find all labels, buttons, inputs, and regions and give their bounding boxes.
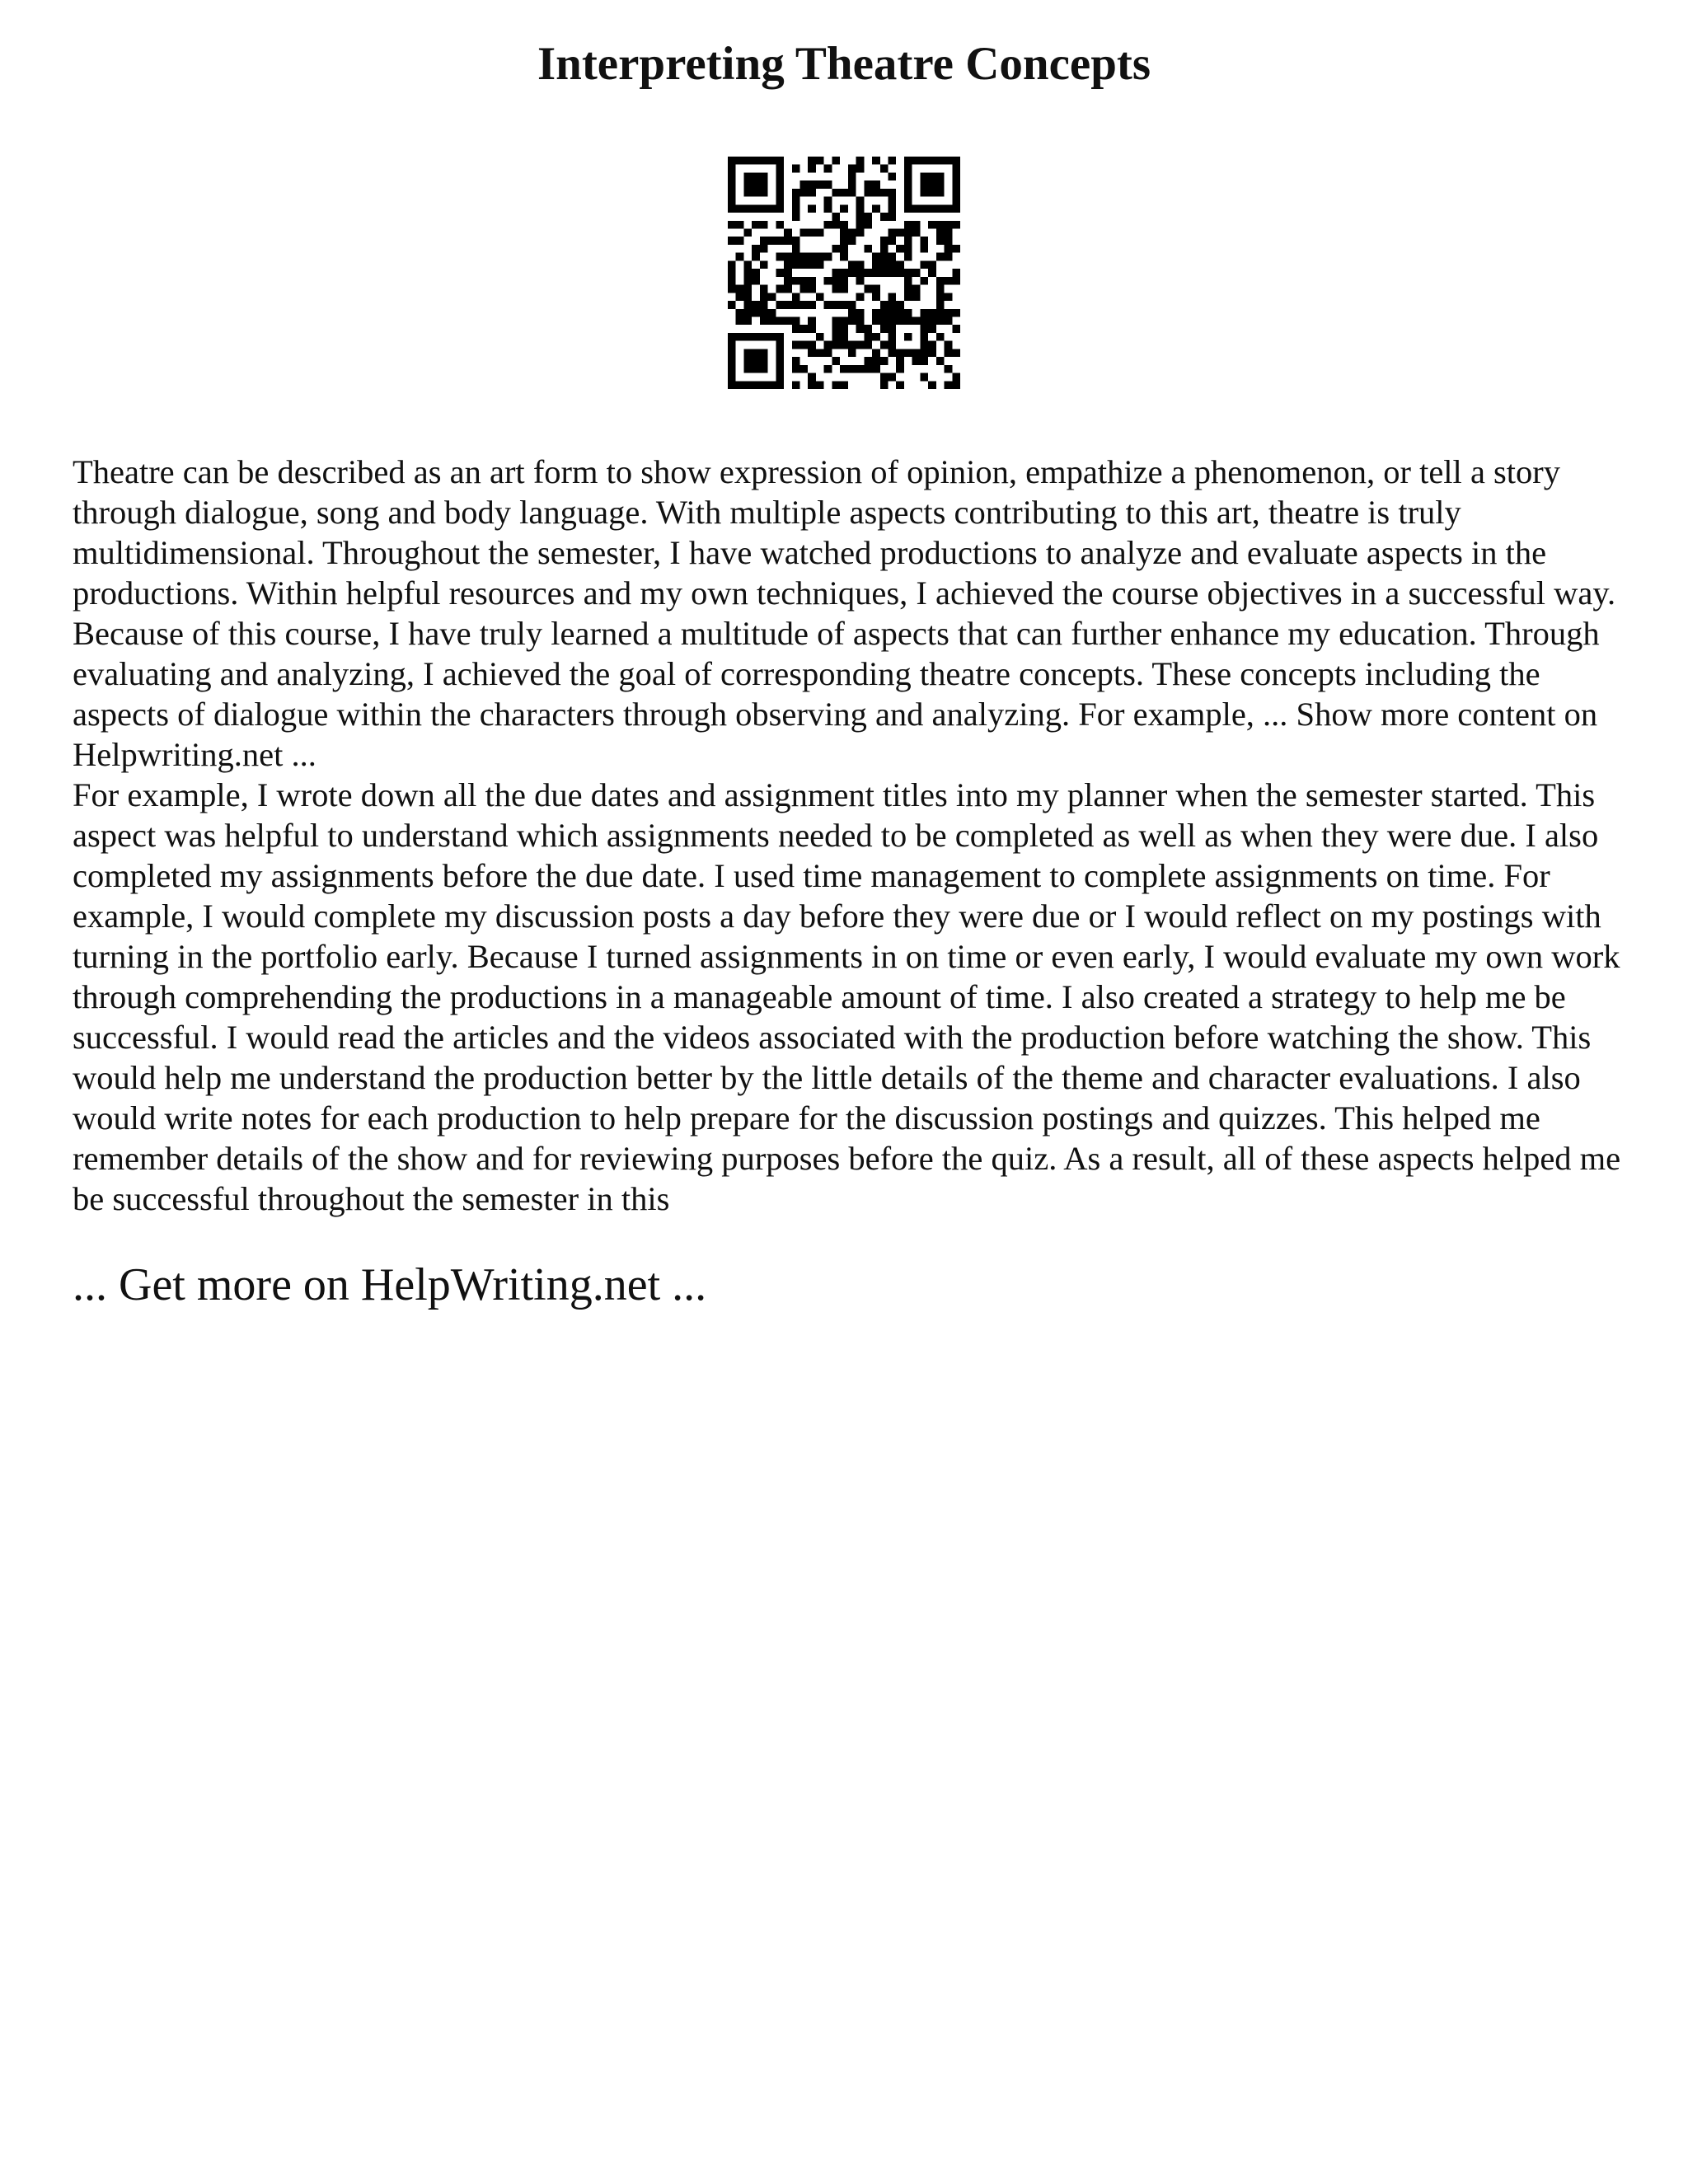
paragraph-intro: Theatre can be described as an art form to show expression of opinion, empathize a phenomenon, or tell a story through dialogue, song and body language. With multiple aspects contributing to this art, theatre is truly multidimensional. Throughout the semester, I have watched productions to analyze and evaluate aspects in the productions. Within helpful resources and my own techniques, I achieved the course objectives in a successful way. Because of this course, I have truly learned a multitude of aspects that can further enhance my education. Through evaluating and analyzing, I achieved the goal of corresponding theatre concepts. These concepts including the aspects of dialogue within the characters through observing and analyzing. For example, ... Show more content on Helpwriting.net ... <box>73 453 1616 773</box>
qr-code-icon[interactable] <box>728 157 960 389</box>
qr-code-graphic <box>728 157 960 389</box>
page-title: Interpreting Theatre Concepts <box>537 38 1151 90</box>
paragraph-main: For example, I wrote down all the due dates and assignment titles into my planner when the semester started. This aspect was helpful to understand which assignments needed to be completed as well as when they were due. I also completed my assignments before the due date. I used time management to complete assignments on time. For example, I would complete my discussion posts a day before they were due or I would reflect on my postings with turning in the portfolio early. Because I turned assignments in on time or even early, I would evaluate my own work through comprehending the productions in a manageable amount of time. I also created a strategy to help me be successful. I would read the articles and the videos associated with the production before watching the show. This would help me understand the production better by the little details of the theme and character evaluations. I also would write notes for each production to help prepare for the discussion postings and quizzes. This helped me remember details of the show and for reviewing purposes before the quiz. As a result, all of these aspects helped me be successful throughout the semester in this <box>73 776 1621 1217</box>
get-more-link[interactable]: ... Get more on HelpWriting.net ... <box>73 1259 707 1310</box>
article-body <box>73 452 1630 1219</box>
